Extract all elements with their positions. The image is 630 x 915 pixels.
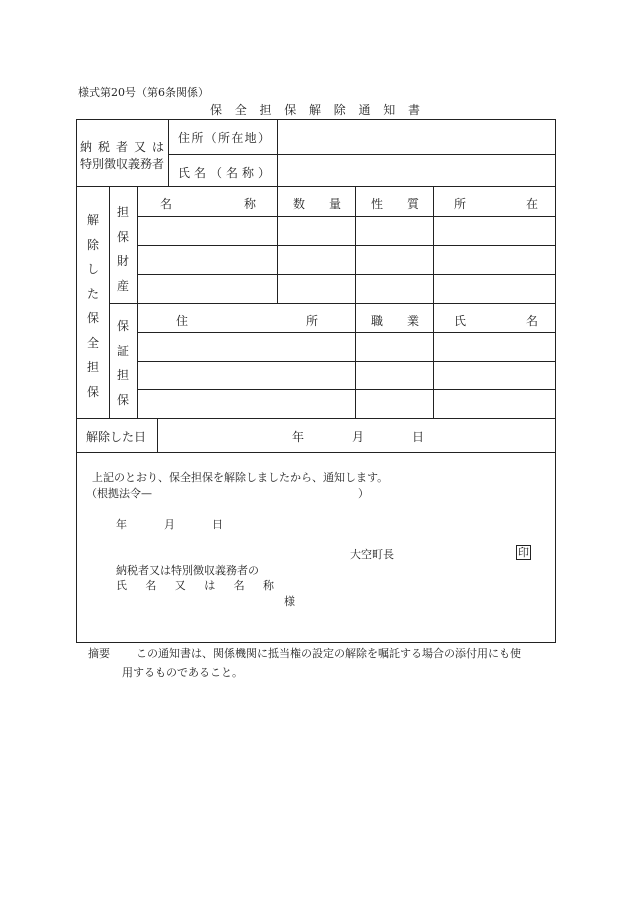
released-collateral-label xyxy=(83,208,103,404)
release-date-year: 年 xyxy=(292,430,305,444)
legal-basis-open: （根拠法令— xyxy=(86,487,152,500)
page-title: 保全担保解除通知書 xyxy=(210,103,420,117)
release-date-day: 日 xyxy=(412,430,425,444)
release-date-month: 月 xyxy=(352,430,365,444)
legal-basis-close: ） xyxy=(358,487,369,500)
taxpayer-label-line1: 納税者又は xyxy=(80,140,164,154)
col-location: 所在 xyxy=(454,197,538,211)
col-nature: 性質 xyxy=(371,197,419,211)
property-text: 担保財産 xyxy=(117,205,130,293)
name-label: 氏名（名称） xyxy=(178,166,270,180)
notice-body: 上記のとおり、保全担保を解除しましたから、通知します。 xyxy=(92,471,389,484)
guarantee-label xyxy=(113,314,133,412)
col-quantity: 数量 xyxy=(293,197,341,211)
guarantee-text: 保証担保 xyxy=(117,319,130,407)
notice-date-month: 月 xyxy=(164,518,175,531)
seal-mark: 印 xyxy=(518,546,529,559)
col-occupation: 職業 xyxy=(371,314,419,328)
taxpayer-label-line2: 特別徴収義務者 xyxy=(80,157,165,171)
address-field[interactable] xyxy=(279,121,555,154)
col-guarantor-address: 住所 xyxy=(176,314,318,328)
issuer: 大空町長 xyxy=(350,548,394,561)
footnote-label: 摘要 xyxy=(88,647,110,660)
col-property-name: 名称 xyxy=(160,197,256,211)
address-label: 住所（所在地） xyxy=(178,131,270,145)
notice-date-year: 年 xyxy=(116,518,127,531)
recipient-line2: 氏名又は名称 xyxy=(116,579,274,592)
release-date-label: 解除した日 xyxy=(86,430,147,444)
released-collateral-text: 解除した保全担保 xyxy=(87,213,100,399)
honorific: 様 xyxy=(284,595,295,608)
footnote-text-line1: この通知書は、関係機関に抵当権の設定の解除を嘱託する場合の添付用にも使 xyxy=(136,647,521,660)
footnote-text-line2: 用するものであること。 xyxy=(122,666,243,679)
col-guarantor-name: 氏名 xyxy=(454,314,538,328)
notice-date-day: 日 xyxy=(212,518,223,531)
property-label xyxy=(113,200,133,298)
name-field[interactable] xyxy=(279,155,555,186)
form-number: 様式第20号（第6条関係） xyxy=(78,86,209,99)
recipient-line1: 納税者又は特別徴収義務者の xyxy=(116,564,259,577)
